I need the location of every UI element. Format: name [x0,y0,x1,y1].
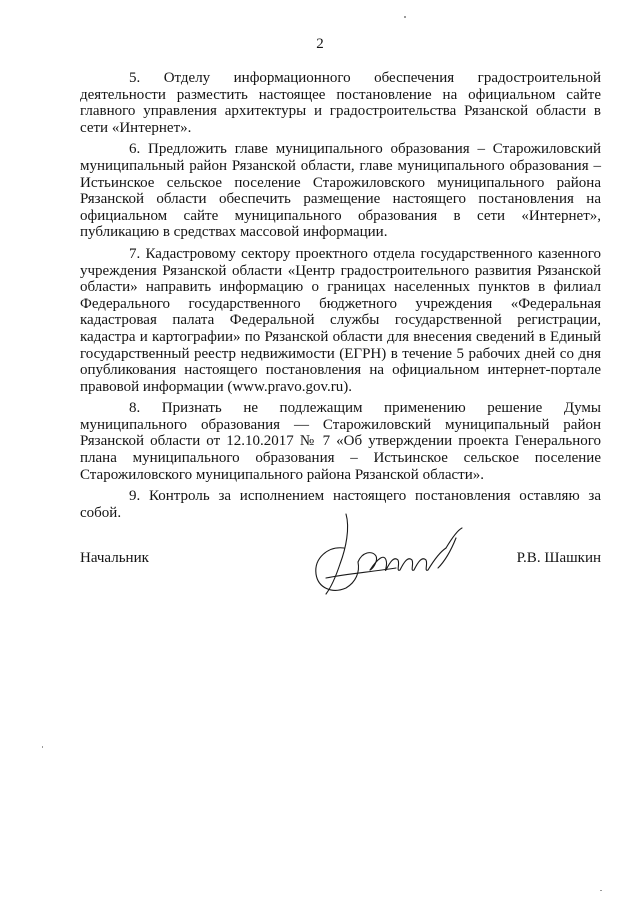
page-number: 2 [316,36,324,52]
paragraph-5: 5. Отделу информационного обеспечения градостроительной деятельности разместить настоящее постановление на официальном сайте главного управления архитектуры и градостроительства Рязанской области в сети «Интернет». [80,70,601,136]
paragraph-8: 8. Признать не подлежащим применению решение Думы муниципального образования — Старожиловский муниципальный район Рязанской области от 12.10.2017 № 7 «Об утверждении проекта Генерального плана муниципального образования – Истьинское сельское поселение Старожиловского муниципального района Рязанской области». [80,400,601,483]
handwritten-signature [306,508,482,603]
paragraph-7: 7. Кадастровому сектору проектного отдела государственного казенного учреждения Рязанской области «Центр градостроительного развития Рязанской области» направить информацию о границах населенных пунктов в филиал Федерального государственного бюджетного учреждения «Федеральная кадастровая палата Федеральной службы государственной регистрации, кадастра и картографии» по Рязанской области для внесения сведений в Единый государственный реестр недвижимости (ЕГРН) в течение 5 рабочих дней со дня опубликования настоящего постановления на официальном интернет-портале правовой информации (www.pravo.gov.ru). [80,245,601,395]
document-body [80,70,601,526]
signatory-name: Р.В. Шашкин [516,550,601,566]
scan-speck [42,746,43,748]
signatory-title: Начальник [80,550,149,566]
paragraph-6: 6. Предложить главе муниципального образования – Старожиловский муниципальный район Рязанской области, главе муниципального образования – Истьинское сельское поселение Старожиловского муниципального района Рязанской области обеспечить размещение настоящего постановления на официальном сайте муниципального образования в сети «Интернет», публикацию в средствах массовой информации. [80,141,601,241]
scan-speck [404,16,406,18]
paragraph-9: 9. Контроль за исполнением настоящего постановления оставляю за собой. [80,488,601,521]
scan-speck [600,890,602,891]
